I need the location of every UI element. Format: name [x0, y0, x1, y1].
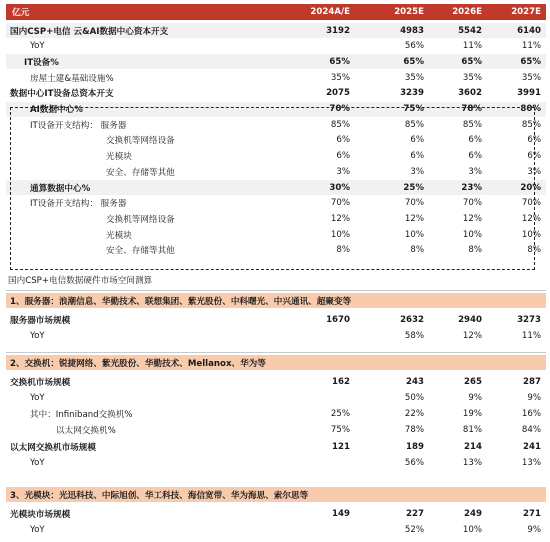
row-value: 9% [527, 392, 541, 403]
row-value: 84% [521, 425, 541, 436]
row-label: 数据中心IT设备总资本开支 [10, 89, 114, 100]
row-value: 35% [462, 72, 482, 83]
row-value: 271 [523, 508, 541, 519]
row-label: 光模块 [106, 152, 132, 163]
row-value: 85% [462, 119, 482, 130]
row-value: 6% [410, 135, 424, 146]
row-value: 6% [336, 151, 350, 162]
row-value: 8% [336, 245, 350, 256]
row-value: 11% [462, 41, 482, 52]
row-value: 78% [404, 425, 424, 436]
year-2025: 2025E [394, 7, 424, 17]
row-value: 227 [406, 508, 424, 519]
row-value: 3% [410, 166, 424, 177]
row-value: 8% [468, 245, 482, 256]
row-label: 通算数据中心% [30, 183, 91, 194]
market-title-row [6, 272, 546, 287]
row-value: 70% [404, 198, 424, 209]
row-value: 22% [404, 409, 424, 420]
row-value: 6% [336, 135, 350, 146]
table-row [6, 407, 546, 422]
row-value: 85% [521, 119, 541, 130]
row-label: 其中：Infiniband交换机% [30, 410, 133, 421]
row-value: 10% [462, 524, 482, 535]
row-value: 70% [330, 198, 350, 209]
row-value: 2940 [458, 314, 482, 325]
row-value: 25% [403, 182, 424, 193]
row-value: 50% [404, 392, 424, 403]
row-value: 6% [527, 151, 541, 162]
row-label: IT设备% [24, 57, 59, 68]
row-label: 以太网交换机% [56, 426, 116, 437]
row-value: 10% [462, 229, 482, 240]
row-value: 10% [521, 229, 541, 240]
row-value: 3991 [517, 88, 541, 99]
row-value: 2075 [326, 88, 350, 99]
row-value: 13% [462, 458, 482, 468]
table-row [6, 312, 546, 327]
row-value: 52% [404, 524, 424, 535]
row-value: 56% [404, 41, 424, 52]
row-value: 6140 [517, 25, 541, 36]
row-value: 3239 [400, 88, 424, 99]
row-value: 20% [520, 182, 541, 193]
row-label: 国内CSP+电信 云&AI数据中心资本开支 [10, 26, 169, 37]
row-value: 12% [330, 213, 350, 224]
row-value: 3% [527, 166, 541, 177]
row-label: 房屋土建&基础设施% [30, 73, 114, 84]
section-title: 3、光模块：光迅科技、中际旭创、华工科技、海信宽带、华为海思、索尔思等 [10, 490, 309, 501]
row-value: 162 [332, 376, 350, 387]
row-label: YoY [30, 330, 45, 341]
year-2026: 2026E [452, 7, 482, 17]
row-value: 287 [523, 376, 541, 387]
row-value: 265 [464, 376, 482, 387]
row-label: 交换机市场规模 [10, 377, 71, 388]
row-value: 3192 [326, 25, 350, 36]
row-value: 23% [461, 182, 482, 193]
row-value: 12% [521, 213, 541, 224]
dashed-box [10, 107, 535, 270]
table-row [6, 70, 546, 85]
table-row [6, 374, 546, 389]
separator [6, 352, 546, 353]
row-value: 56% [404, 458, 424, 468]
row-value: 10% [330, 229, 350, 240]
row-value: 80% [520, 104, 541, 114]
row-label: YoY [30, 41, 45, 52]
row-value: 6% [527, 135, 541, 146]
row-value: 5542 [458, 25, 482, 36]
row-value: 75% [330, 425, 350, 436]
row-value: 65% [520, 56, 541, 67]
row-value: 81% [462, 425, 482, 436]
row-value: 241 [523, 441, 541, 452]
row-label: IT设备开支结构： 服务器 [30, 199, 127, 210]
row-value: 249 [464, 508, 482, 519]
row-value: 11% [521, 41, 541, 52]
row-value: 65% [461, 56, 482, 67]
row-value: 2632 [400, 314, 424, 325]
row-label: 光模块市场规模 [10, 509, 71, 520]
row-label: YoY [30, 524, 45, 535]
row-value: 65% [403, 56, 424, 67]
row-value: 9% [468, 392, 482, 403]
table-row [6, 423, 546, 438]
table-row [6, 54, 546, 69]
row-value: 35% [521, 72, 541, 83]
row-value: 19% [462, 409, 482, 420]
row-value: 8% [527, 245, 541, 256]
unit-label: 亿元 [12, 8, 30, 18]
row-value: 121 [332, 441, 350, 452]
row-value: 12% [462, 330, 482, 341]
row-label: 光模块 [106, 230, 132, 241]
table-row [6, 86, 546, 101]
section-title: 1、服务器：浪潮信息、华勤技术、联想集团、紫光股份、中科曙光、中兴通讯、超聚变等 [10, 296, 352, 307]
row-value: 35% [404, 72, 424, 83]
market-title: 国内CSP+电信数据硬件市场空间测算 [8, 275, 153, 286]
separator [6, 290, 546, 291]
row-value: 3% [468, 166, 482, 177]
row-value: 1670 [326, 314, 350, 325]
row-value: 58% [404, 330, 424, 341]
table-row [6, 328, 546, 343]
row-value: 8% [410, 245, 424, 256]
row-value: 85% [330, 119, 350, 130]
row-value: 3% [336, 166, 350, 177]
year-2027: 2027E [511, 7, 541, 17]
row-value: 3273 [517, 314, 541, 325]
row-value: 12% [462, 213, 482, 224]
section-title-row [6, 355, 546, 370]
row-label: 交换机等网络设备 [106, 136, 175, 147]
row-value: 85% [404, 119, 424, 130]
table-row [6, 390, 546, 405]
row-value: 25% [330, 409, 350, 420]
table-header [6, 4, 546, 20]
year-2024: 2024A/E [310, 7, 350, 17]
table-row [6, 439, 546, 454]
row-value: 3602 [458, 88, 482, 99]
table-row [6, 522, 546, 537]
table-row [6, 39, 546, 54]
row-label: 以太网交换机市场规模 [10, 442, 96, 453]
table-row [6, 456, 546, 471]
row-value: 70% [329, 104, 350, 114]
row-value: 78% [461, 104, 482, 114]
row-value: 6% [468, 135, 482, 146]
row-value: 9% [527, 524, 541, 535]
row-label: IT设备开支结构： 服务器 [30, 120, 127, 131]
row-value: 70% [521, 198, 541, 209]
section-title: 2、交换机：锐捷网络、紫光股份、华勤技术、Mellanox、华为等 [10, 358, 266, 369]
row-value: 243 [406, 376, 424, 387]
row-label: YoY [30, 392, 45, 403]
row-label: YoY [30, 458, 45, 468]
row-label: 安全、存储等其他 [106, 167, 175, 178]
row-value: 4983 [400, 25, 424, 36]
row-value: 75% [403, 104, 424, 114]
row-value: 11% [521, 330, 541, 341]
section-title-row [6, 293, 546, 308]
row-value: 149 [332, 508, 350, 519]
row-label: 服务器市场规模 [10, 315, 71, 326]
row-label: AI数据中心% [30, 105, 83, 115]
row-value: 13% [521, 458, 541, 468]
row-label: 安全、存储等其他 [106, 246, 175, 257]
row-value: 10% [404, 229, 424, 240]
row-value: 70% [462, 198, 482, 209]
row-value: 12% [404, 213, 424, 224]
row-value: 16% [521, 409, 541, 420]
table-row [6, 23, 546, 38]
row-value: 6% [410, 151, 424, 162]
table-row [6, 506, 546, 521]
row-value: 6% [468, 151, 482, 162]
row-value: 35% [330, 72, 350, 83]
section-title-row [6, 487, 546, 502]
row-label: 交换机等网络设备 [106, 214, 175, 225]
row-value: 30% [329, 182, 350, 193]
row-value: 189 [406, 441, 424, 452]
row-value: 65% [329, 56, 350, 67]
row-value: 214 [464, 441, 482, 452]
